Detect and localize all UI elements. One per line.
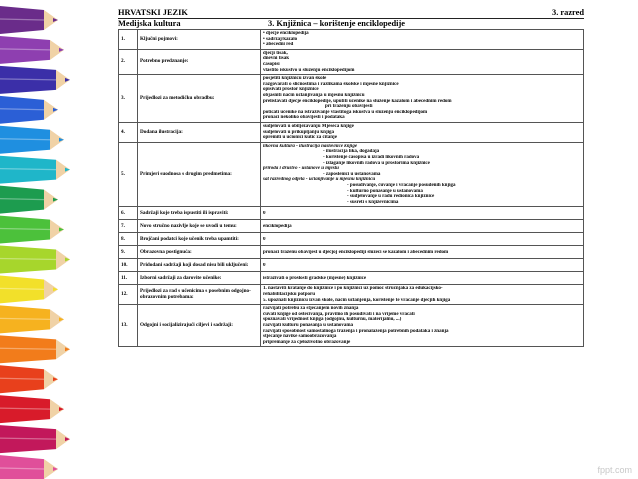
row-content <box>261 246 584 259</box>
content-line: pronaći traženu obavijest u dječjoj enciklopediji služeći se kazalom i abecednim redom <box>263 249 449 255</box>
row-number: 12. <box>119 285 138 305</box>
colored-pencils-decoration <box>0 0 72 479</box>
content-line: sat razrednog odjela - učlanjivanje u mjesnu knjižnicu <box>263 177 376 183</box>
pencil-shape <box>0 246 70 274</box>
pencil-shape <box>0 455 58 479</box>
content-line: spoznavati vrijednost knjiga (odgojnu, kulturnu, materijalnu, ...) <box>263 317 402 323</box>
content-line: • abecedni red <box>263 42 581 48</box>
content-line: 0 <box>263 262 266 268</box>
row-number: 8. <box>119 233 138 246</box>
row-label: Izborni sadržaji za darovite učenike: <box>138 272 261 285</box>
content-line: 5. upoznati knjižnicu izvan škole, način učlanjenja, korištenje te vraćanje dječjih knjiga <box>263 297 451 303</box>
pencil-shape <box>0 66 70 94</box>
content-line: pronaći nekoliko obavijesti i podataka <box>263 115 345 121</box>
table-row <box>119 207 584 220</box>
row-content <box>261 233 584 246</box>
row-label: Odgojni i socijalizirajući ciljevi i sadržaji: <box>138 305 261 347</box>
content-line: - korištenje časopisa u izradi likovnih radova <box>323 155 420 160</box>
row-content <box>261 259 584 272</box>
content-line: pripremanje za cjeloživotno obrazovanje <box>263 339 351 345</box>
grade-label: 3. razred <box>552 8 584 17</box>
content-line: posjetiti knjižnicu izvan škole <box>263 76 327 82</box>
pencil-shape <box>0 96 58 124</box>
content-line: istraživati o prošlosti gradske (mjesne) knjižnice <box>263 275 367 281</box>
topic-title: 3. Knjižnica – korištenje enciklopedije <box>268 19 406 28</box>
table-row <box>119 30 584 50</box>
content-line: - susreti s književnicima <box>347 199 399 205</box>
row-content <box>261 30 584 50</box>
watermark: fppt.com <box>597 465 632 475</box>
content-line: - zaposlenici u ustanovama <box>323 171 381 177</box>
row-number: 5. <box>119 142 138 207</box>
pencil-shape <box>0 425 70 453</box>
content-line: • sadržaj/kazalo <box>263 37 581 43</box>
topic-header <box>118 19 584 28</box>
content-line: 1. nastaviti kratanje do knjižnice i po knjižnici uz pomoć stručnjaka za edukacijsko- <box>263 286 443 292</box>
row-content <box>261 49 584 74</box>
content-line: dječji tisak, <box>263 50 288 56</box>
table-row <box>119 220 584 233</box>
table-row <box>119 122 584 142</box>
table-row <box>119 259 584 272</box>
row-number: 13. <box>119 305 138 347</box>
row-number: 11. <box>119 272 138 285</box>
row-number: 6. <box>119 207 138 220</box>
row-label: Dodana ilustracija: <box>138 122 261 142</box>
row-number: 4. <box>119 122 138 142</box>
row-label: Brojčani podatci koje učenik treba upamtiti: <box>138 233 261 246</box>
content-line: • dječje enciklopedija <box>263 31 581 37</box>
row-number: 3. <box>119 75 138 123</box>
row-content <box>261 122 584 142</box>
row-number: 10. <box>119 259 138 272</box>
content-line: razvijati potrebu za stjecanjem novih znanja <box>263 306 359 312</box>
content-line: likovna kultura - ilustracija naslovnice knjige <box>263 143 358 149</box>
row-label: Novo stručno nazivlje koje se uvodi u temu: <box>138 220 261 233</box>
content-line: opremiti u učionici kutić za čitanje <box>263 135 337 141</box>
row-label: Sadržaji koje treba ispustiti ili ispraviti: <box>138 207 261 220</box>
content-line: 0 <box>263 210 266 216</box>
content-line: - sudjelovanje u radu redionica knjižnice <box>347 194 435 200</box>
pencil-shape <box>0 305 64 333</box>
content-line: - ilustracija lika, događaja <box>323 149 380 155</box>
pencil-shape <box>0 6 58 34</box>
row-content <box>261 207 584 220</box>
row-content <box>261 272 584 285</box>
table-row <box>119 246 584 259</box>
lesson-table <box>118 29 584 347</box>
row-label: Obrazovna postignuća: <box>138 246 261 259</box>
row-label: Prijedlozi za metodičku obradbu: <box>138 75 261 123</box>
table-row <box>119 285 584 305</box>
content-line: - izlaganje likovnih radova u prostorima knjižnice <box>323 160 430 166</box>
content-line: razgovarati o sličnostima i razlikama školske i mjesne knjižnice <box>263 81 399 87</box>
content-line: čuvati knjige od oštećivanja, pravilno ih posuđivati i na vrijeme vraćati <box>263 311 415 317</box>
table-row <box>119 142 584 207</box>
content-line: dnevni tisak <box>263 56 289 62</box>
content-line: pri traženju obavijesti <box>325 104 373 110</box>
table-row <box>119 305 584 347</box>
row-label: Primjeri suodnosa s drugim predmetima: <box>138 142 261 207</box>
table-row <box>119 233 584 246</box>
content-line: sudjelovati u prikupljanju knjiga <box>263 129 334 135</box>
row-label: Ključni pojmovi: <box>138 30 261 50</box>
row-content <box>261 305 584 347</box>
content-line: priroda i društvo - ustanove u mjestu <box>263 166 339 172</box>
row-content <box>261 75 584 123</box>
pencil-shape <box>0 156 70 184</box>
table-row <box>119 272 584 285</box>
pencil-shape <box>0 126 64 154</box>
pencil-shape <box>0 216 64 244</box>
content-line: razvijati sposobnost samostalnoga traženja i pronalaženja potrebnih podataka i znanja <box>263 328 449 334</box>
table-row <box>119 49 584 74</box>
content-line: sudjelovati u obilježavanju Mjeseca knjige <box>263 123 354 129</box>
content-line: - posuđivanje, čuvanje i vraćanje posuđenih knjiga <box>347 182 456 188</box>
area-label: Medijska kultura <box>118 19 181 28</box>
content-line: enciklopedija <box>263 223 292 229</box>
row-content <box>261 142 584 207</box>
content-line: - kulturno ponašanje u ustanovama <box>347 188 423 194</box>
row-number: 9. <box>119 246 138 259</box>
content-line: 0 <box>263 236 266 242</box>
pencil-shape <box>0 186 58 214</box>
pencil-shape <box>0 36 64 64</box>
lesson-plan-document <box>118 8 584 347</box>
content-line: stjecanje navike samoobrazovanja <box>263 334 337 340</box>
content-line: objasniti način učlanjivanja u mjesnu knjižnicu <box>263 92 365 98</box>
row-label: Potrebno predznanje: <box>138 49 261 74</box>
pencil-shape <box>0 335 70 363</box>
row-number: 7. <box>119 220 138 233</box>
table-row <box>119 75 584 123</box>
content-line: opisivati prostor knjižnice <box>263 87 319 93</box>
content-line: prelistavati dječje enciklopedije, uputiti učenike na služenje kazalom i abecednim redom <box>263 98 452 104</box>
pencil-shape <box>0 395 64 423</box>
content-line: rehabilitacijsku potporu <box>263 291 315 297</box>
document-header <box>118 8 584 17</box>
pencil-shape <box>0 275 58 303</box>
content-line: razvijati kulturu ponašanja u ustanovama <box>263 322 354 328</box>
row-number: 2. <box>119 49 138 74</box>
row-label: Pridodani sadržaji koji dosad nisu bili uključeni: <box>138 259 261 272</box>
row-content <box>261 285 584 305</box>
row-content <box>261 220 584 233</box>
row-label: Prijedlozi za rad s učenicima s posebnim odgojno-obrazovnim potrebama: <box>138 285 261 305</box>
content-line: poticati učenike na istraživanje vlastitoga iskustva u služenju enciklopedijom <box>263 109 428 115</box>
row-number: 1. <box>119 30 138 50</box>
pencil-shape <box>0 365 58 393</box>
content-line: časopisi <box>263 61 280 67</box>
content-line: vlastito iskustvo u služenju enciklopedijom <box>263 67 355 73</box>
subject-title: HRVATSKI JEZIK <box>118 8 188 17</box>
